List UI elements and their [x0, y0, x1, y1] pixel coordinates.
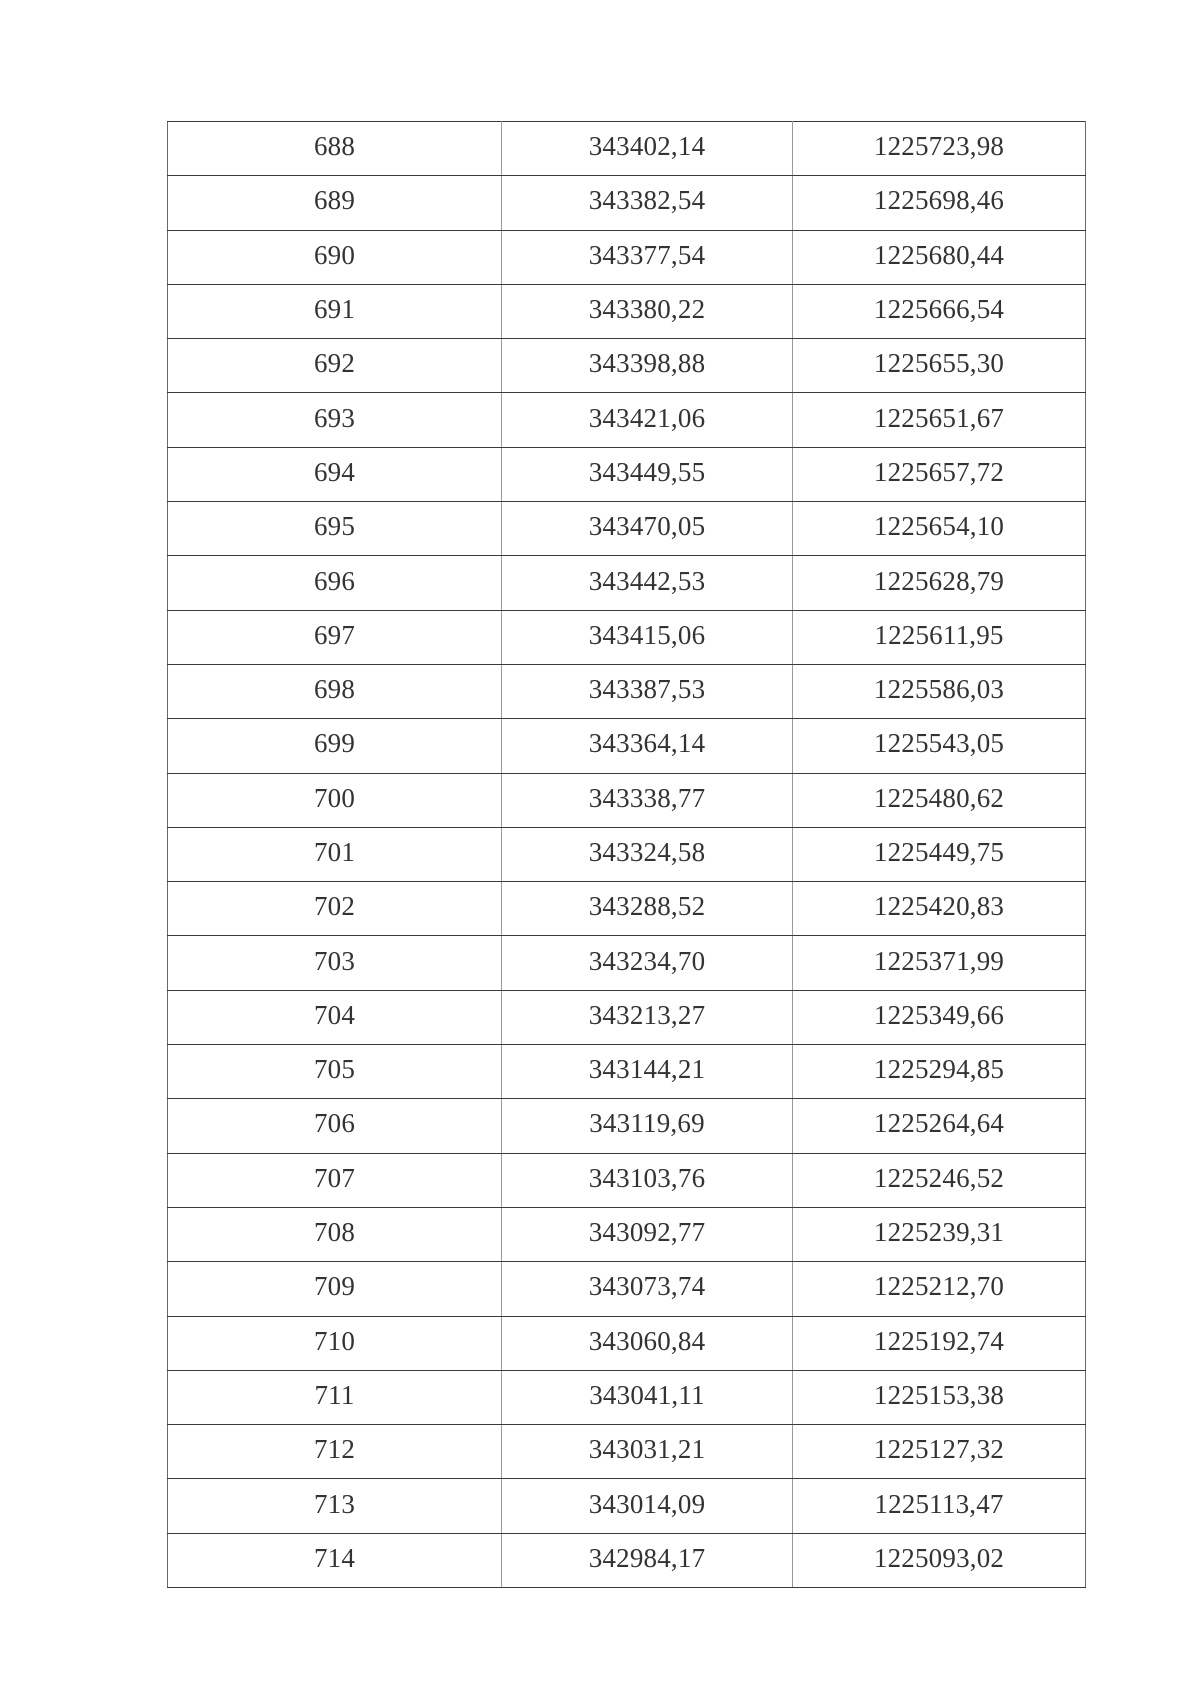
x-coordinate-cell [502, 1045, 793, 1099]
table-row [168, 447, 1086, 501]
cell-text: 343364,14 [588, 728, 706, 759]
table-row [168, 1099, 1086, 1153]
cell-text: 702 [313, 891, 356, 922]
y-coordinate-cell [793, 1533, 1086, 1587]
cell-text: 1225349,66 [873, 999, 1005, 1030]
cell-text: 343415,06 [588, 619, 706, 650]
cell-text: 343288,52 [588, 891, 706, 922]
y-coordinate-cell [793, 1099, 1086, 1153]
cell-text: 343442,53 [588, 565, 706, 596]
table-row [168, 122, 1086, 176]
table-row [168, 339, 1086, 393]
cell-text: 705 [313, 1054, 356, 1085]
cell-text: 1225264,64 [873, 1108, 1005, 1139]
y-coordinate-cell [793, 1425, 1086, 1479]
x-coordinate-cell [502, 122, 793, 176]
table-row [168, 773, 1086, 827]
y-coordinate-cell [793, 882, 1086, 936]
cell-text: 712 [313, 1434, 356, 1465]
y-coordinate-cell [793, 1370, 1086, 1424]
point-number-cell [168, 719, 502, 773]
cell-text: 1225153,38 [873, 1379, 1005, 1410]
cell-text: 343234,70 [588, 945, 706, 976]
point-number-cell [168, 502, 502, 556]
table-row [168, 1207, 1086, 1261]
point-number-cell [168, 1099, 502, 1153]
cell-text: 343387,53 [588, 674, 706, 705]
cell-text: 690 [313, 239, 356, 270]
table-row [168, 827, 1086, 881]
cell-text: 343380,22 [588, 294, 706, 325]
x-coordinate-cell [502, 827, 793, 881]
point-number-cell [168, 176, 502, 230]
y-coordinate-cell [793, 990, 1086, 1044]
cell-text: 343103,76 [588, 1162, 706, 1193]
cell-text: 694 [313, 456, 356, 487]
cell-text: 1225449,75 [873, 837, 1005, 867]
cell-text: 709 [313, 1271, 356, 1302]
cell-text: 692 [313, 348, 356, 379]
point-number-cell [168, 122, 502, 176]
x-coordinate-cell [502, 664, 793, 718]
x-coordinate-cell [502, 502, 793, 556]
y-coordinate-cell [793, 610, 1086, 664]
table-row [168, 719, 1086, 773]
x-coordinate-cell [502, 176, 793, 230]
cell-text: 1225294,85 [873, 1054, 1005, 1085]
cell-text: 1225666,54 [873, 294, 1005, 325]
cell-text: 342984,17 [588, 1542, 706, 1573]
cell-text: 1225192,74 [873, 1325, 1005, 1356]
cell-text: 343144,21 [588, 1054, 706, 1085]
table-row [168, 610, 1086, 664]
x-coordinate-cell [502, 447, 793, 501]
table-row [168, 502, 1086, 556]
cell-text: 693 [313, 402, 356, 433]
table-row [168, 1425, 1086, 1479]
point-number-cell [168, 990, 502, 1044]
table-row [168, 990, 1086, 1044]
point-number-cell [168, 230, 502, 284]
cell-text: 1225113,47 [874, 1488, 1004, 1519]
cell-text: 704 [313, 999, 356, 1030]
x-coordinate-cell [502, 1370, 793, 1424]
cell-text: 1225723,98 [873, 131, 1005, 162]
coordinates-table-body [168, 122, 1086, 1588]
cell-text: 343402,14 [588, 131, 706, 162]
x-coordinate-cell [502, 936, 793, 990]
table-row [168, 936, 1086, 990]
point-number-cell [168, 1533, 502, 1587]
cell-text: 714 [313, 1542, 356, 1573]
point-number-cell [168, 882, 502, 936]
point-number-cell [168, 1425, 502, 1479]
cell-text: 1225654,10 [873, 511, 1005, 542]
y-coordinate-cell [793, 719, 1086, 773]
point-number-cell [168, 773, 502, 827]
table-row [168, 1316, 1086, 1370]
cell-text: 699 [313, 728, 356, 759]
point-number-cell [168, 1207, 502, 1261]
cell-text: 343031,21 [588, 1434, 706, 1465]
y-coordinate-cell [793, 1262, 1086, 1316]
cell-text: 688 [313, 131, 356, 162]
cell-text: 1225480,62 [873, 782, 1005, 813]
cell-text: 710 [313, 1325, 356, 1356]
cell-text: 343382,54 [588, 185, 706, 216]
y-coordinate-cell [793, 556, 1086, 610]
x-coordinate-cell [502, 393, 793, 447]
cell-text: 711 [314, 1379, 355, 1410]
point-number-cell [168, 1479, 502, 1533]
x-coordinate-cell [502, 556, 793, 610]
cell-text: 343060,84 [588, 1325, 706, 1356]
table-row [168, 1262, 1086, 1316]
table-row [168, 284, 1086, 338]
table-row [168, 556, 1086, 610]
x-coordinate-cell [502, 610, 793, 664]
cell-text: 703 [313, 945, 356, 976]
x-coordinate-cell [502, 773, 793, 827]
y-coordinate-cell [793, 936, 1086, 990]
table-row [168, 1479, 1086, 1533]
x-coordinate-cell [502, 1425, 793, 1479]
cell-text: 343073,74 [588, 1271, 706, 1302]
table-row [168, 393, 1086, 447]
point-number-cell [168, 827, 502, 881]
y-coordinate-cell [793, 773, 1086, 827]
cell-text: 343213,27 [588, 999, 706, 1030]
cell-text: 713 [313, 1488, 356, 1519]
point-number-cell [168, 936, 502, 990]
point-number-cell [168, 1316, 502, 1370]
cell-text: 343470,05 [588, 511, 706, 542]
point-number-cell [168, 1153, 502, 1207]
point-number-cell [168, 1262, 502, 1316]
table-row [168, 1045, 1086, 1099]
cell-text: 1225543,05 [873, 728, 1005, 759]
point-number-cell [168, 393, 502, 447]
cell-text: 1225657,72 [873, 456, 1005, 487]
y-coordinate-cell [793, 447, 1086, 501]
table-row [168, 1370, 1086, 1424]
cell-text: 698 [313, 674, 356, 705]
cell-text: 1225239,31 [873, 1217, 1005, 1248]
cell-text: 1225093,02 [873, 1542, 1005, 1573]
cell-text: 343324,58 [588, 837, 706, 867]
point-number-cell [168, 284, 502, 338]
cell-text: 343119,69 [589, 1108, 705, 1139]
y-coordinate-cell [793, 393, 1086, 447]
x-coordinate-cell [502, 230, 793, 284]
y-coordinate-cell [793, 284, 1086, 338]
y-coordinate-cell [793, 230, 1086, 284]
table-row [168, 664, 1086, 718]
cell-text: 695 [313, 511, 356, 542]
table-row [168, 176, 1086, 230]
cell-text: 1225212,70 [873, 1271, 1005, 1302]
y-coordinate-cell [793, 1207, 1086, 1261]
cell-text: 1225246,52 [873, 1162, 1005, 1193]
x-coordinate-cell [502, 1099, 793, 1153]
cell-text: 343092,77 [588, 1217, 706, 1248]
point-number-cell [168, 447, 502, 501]
y-coordinate-cell [793, 1045, 1086, 1099]
cell-text: 1225371,99 [873, 945, 1005, 976]
cell-text: 343449,55 [588, 456, 706, 487]
cell-text: 691 [313, 294, 356, 325]
y-coordinate-cell [793, 664, 1086, 718]
coordinates-table [167, 121, 1086, 1588]
cell-text: 343041,11 [589, 1379, 705, 1410]
cell-text: 1225655,30 [873, 348, 1005, 379]
point-number-cell [168, 556, 502, 610]
y-coordinate-cell [793, 1316, 1086, 1370]
cell-text: 707 [313, 1162, 356, 1193]
x-coordinate-cell [502, 1153, 793, 1207]
table-row [168, 1533, 1086, 1587]
cell-text: 343014,09 [588, 1488, 706, 1519]
y-coordinate-cell [793, 176, 1086, 230]
x-coordinate-cell [502, 1262, 793, 1316]
point-number-cell [168, 1045, 502, 1099]
x-coordinate-cell [502, 1316, 793, 1370]
cell-text: 708 [313, 1217, 356, 1248]
x-coordinate-cell [502, 284, 793, 338]
y-coordinate-cell [793, 502, 1086, 556]
point-number-cell [168, 339, 502, 393]
cell-text: 1225611,95 [874, 619, 1004, 650]
cell-text: 1225698,46 [873, 185, 1005, 216]
x-coordinate-cell [502, 1207, 793, 1261]
x-coordinate-cell [502, 339, 793, 393]
point-number-cell [168, 664, 502, 718]
cell-text: 700 [313, 782, 356, 813]
y-coordinate-cell [793, 339, 1086, 393]
cell-text: 1225628,79 [873, 565, 1005, 596]
cell-text: 1225586,03 [873, 674, 1005, 705]
table-row [168, 882, 1086, 936]
x-coordinate-cell [502, 1479, 793, 1533]
cell-text: 697 [313, 619, 356, 650]
cell-text: 706 [313, 1108, 356, 1139]
table-row [168, 230, 1086, 284]
table-row [168, 1153, 1086, 1207]
cell-text: 343338,77 [588, 782, 706, 813]
y-coordinate-cell [793, 1479, 1086, 1533]
point-number-cell [168, 1370, 502, 1424]
cell-text: 1225127,32 [873, 1434, 1005, 1465]
cell-text: 343398,88 [588, 348, 706, 379]
y-coordinate-cell [793, 1153, 1086, 1207]
cell-text: 343377,54 [588, 239, 706, 270]
cell-text: 1225680,44 [873, 239, 1005, 270]
cell-text: 1225651,67 [873, 402, 1005, 433]
cell-text: 343421,06 [588, 402, 706, 433]
x-coordinate-cell [502, 882, 793, 936]
x-coordinate-cell [502, 990, 793, 1044]
x-coordinate-cell [502, 719, 793, 773]
cell-text: 1225420,83 [873, 891, 1005, 922]
point-number-cell [168, 610, 502, 664]
y-coordinate-cell [793, 827, 1086, 881]
x-coordinate-cell [502, 1533, 793, 1587]
cell-text: 696 [313, 565, 356, 596]
y-coordinate-cell [793, 122, 1086, 176]
cell-text: 689 [313, 185, 356, 216]
cell-text: 701 [313, 837, 356, 867]
